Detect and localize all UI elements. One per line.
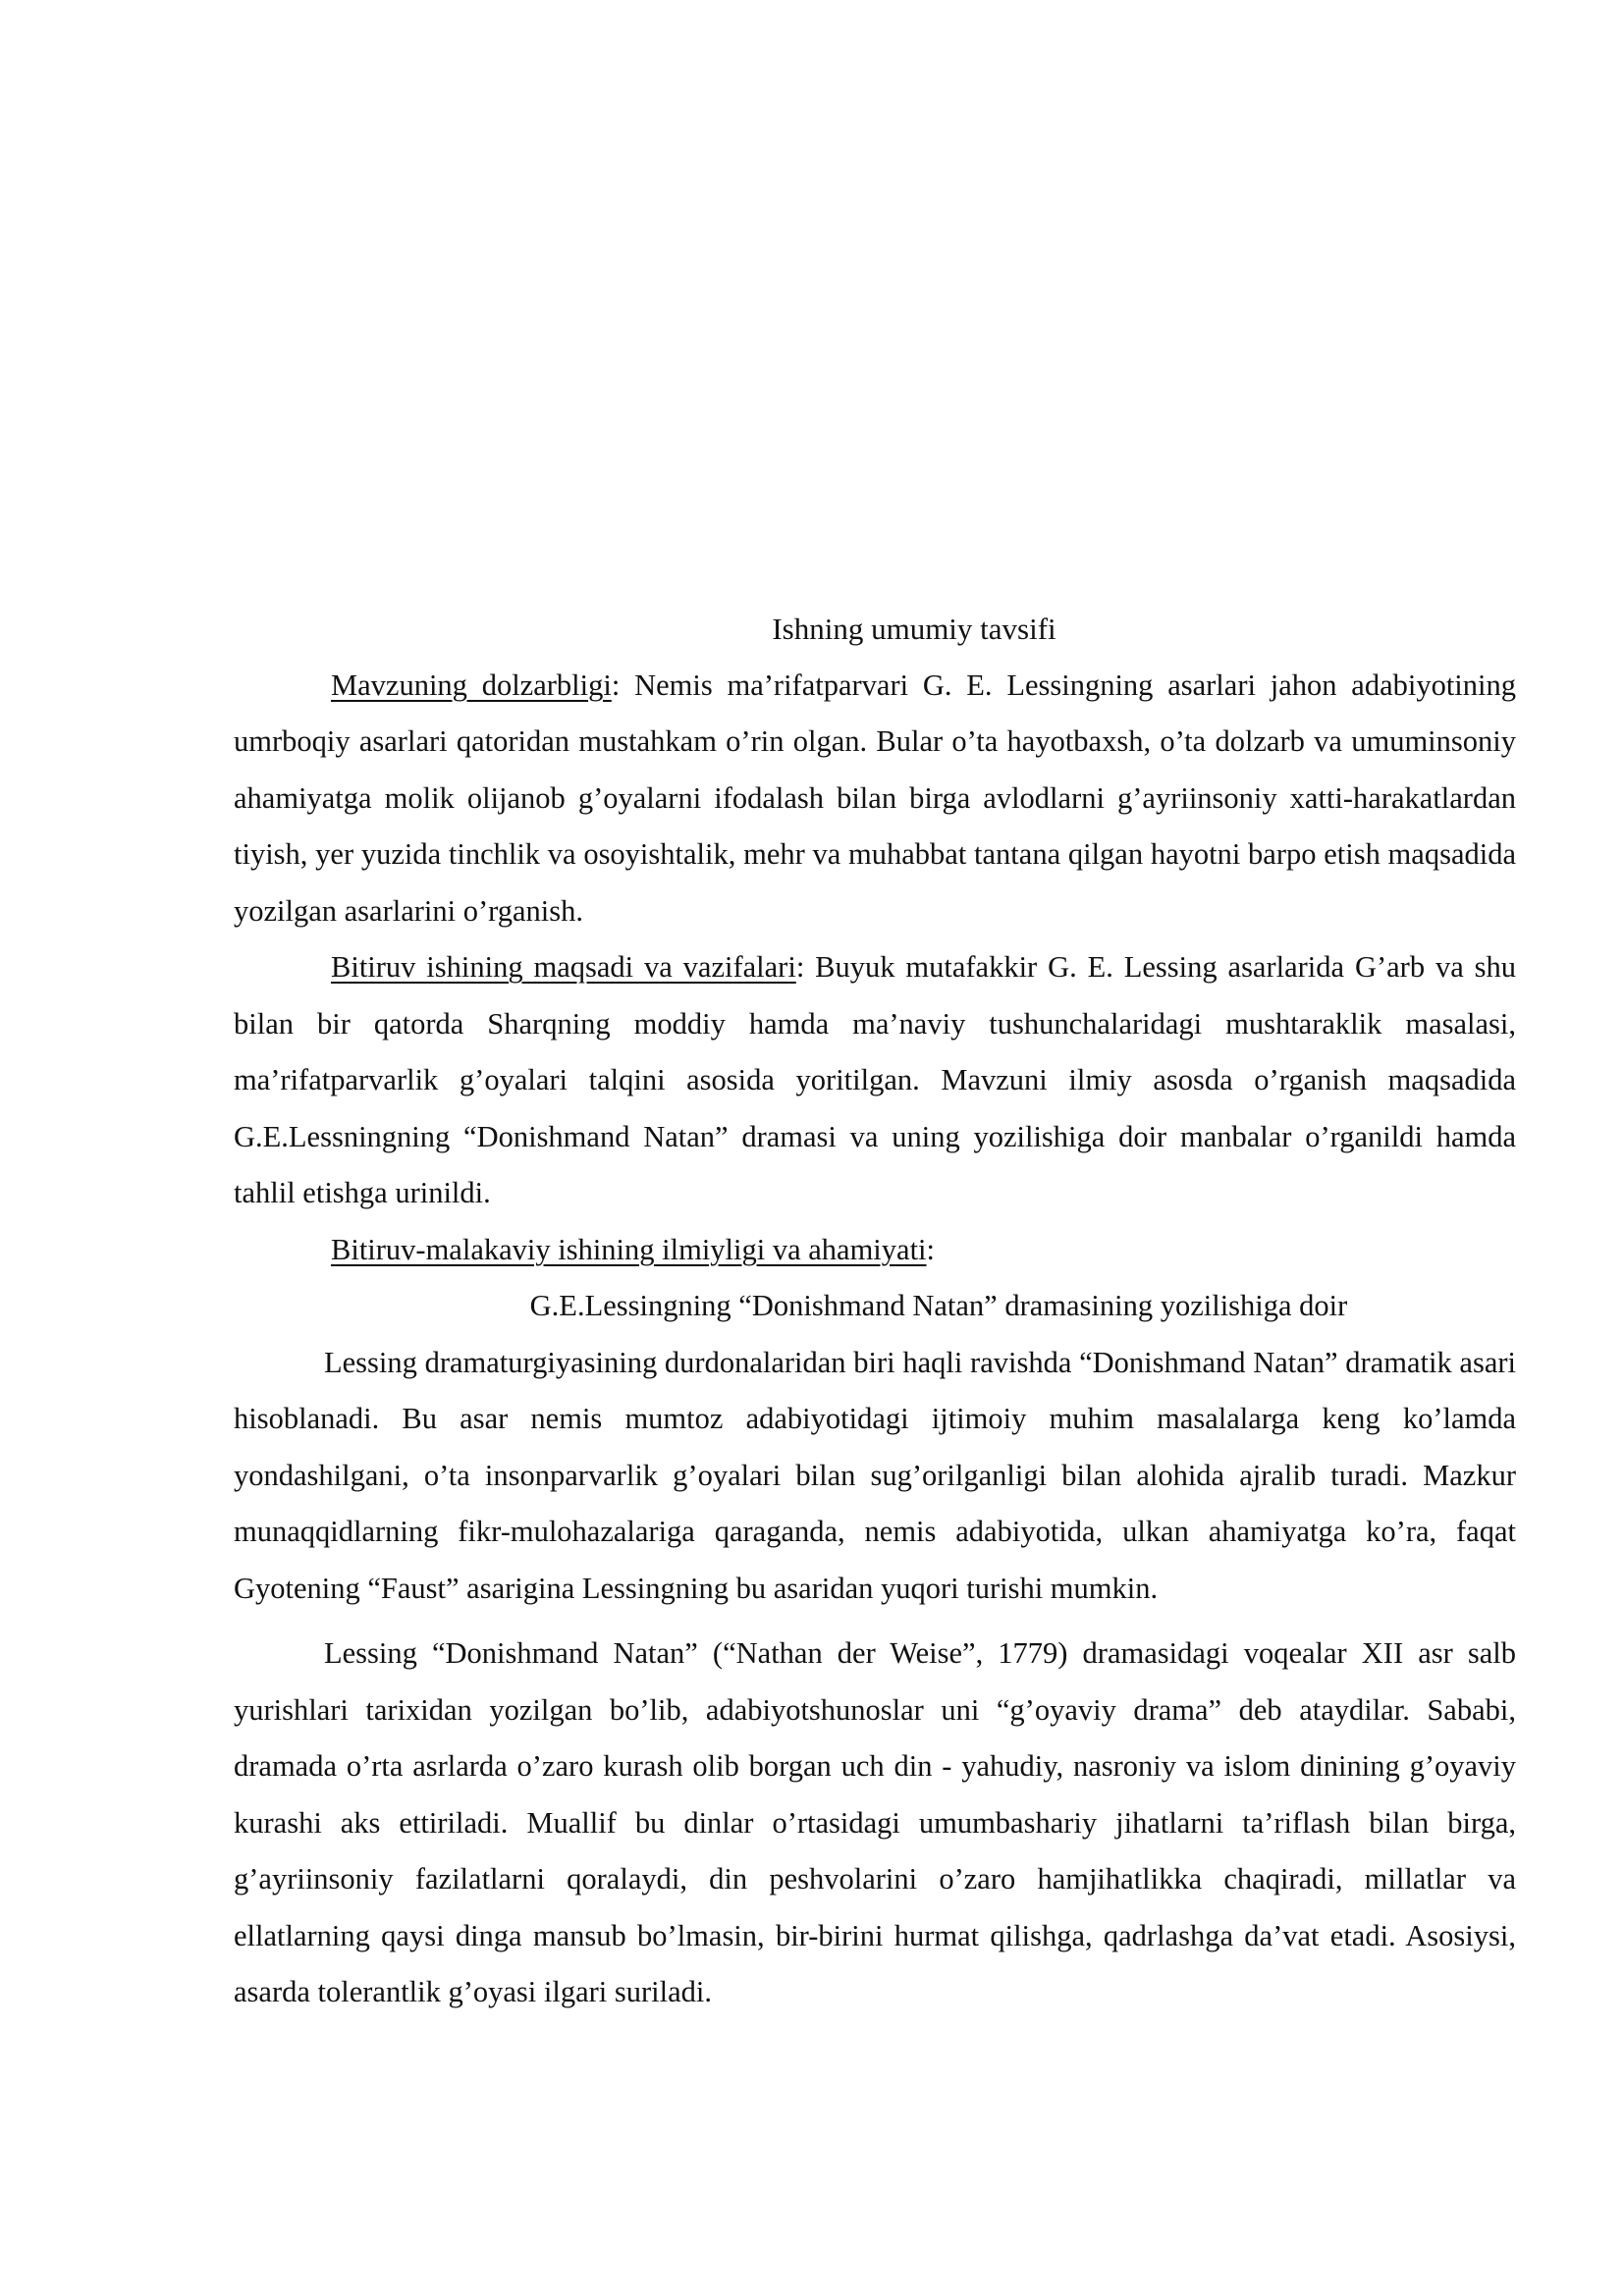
paragraph-relevance <box>234 658 1516 940</box>
significance-line <box>234 1222 1516 1279</box>
body-paragraph-2: Lessing “Donishmand Natan” (“Nathan der Weise”, 1779) dramasidagi voqealar XII asr salb yurishlari tarixidan yozilgan bo’lib, adabiyotshunoslar uni “g’oyaviy drama” deb ataydilar. Sababi, dramada o’rta asrlarda o’zaro kurash olib borgan uch din - yahudiy, nasroniy va islom dinining g’oyaviy kurashi aks ettiriladi. Muallif bu dinlar o’rtasidagi umumbashariy jihatlarni ta’riflash bilan birga, g’ayriinsoniy fazilatlarni qoralaydi, din peshvolarini o’zaro hamjihatlikka chaqiradi, millatlar va ellatlarning qaysi dinga mansub bo’lmasin, bir-birini hurmat qilishga, qadrlashga da’vat etadi. Asosiysi, asarda tolerantlik g’oyasi ilgari suriladi. <box>234 1636 1516 2008</box>
relevance-heading: Mavzuning dolzarbligi <box>331 667 612 702</box>
goals-text: : Buyuk mutafakkir G. E. Lessing asarlarida G’arb va shu bilan bir qatorda Sharqning moddiy hamda ma’naviy tushunchalaridagi mushtaraklik masalasi, ma’rifatparvarlik g’oyalari talqini asosida yoritilgan. Mavzuni ilmiy asosda o’rganish maqsadida G.E.Lessningning “Donishmand Natan” dramasi va uning yozilishiga doir manbalar o’rganildi hamda tahlil etishga urinildi. <box>234 950 1516 1209</box>
paragraph-goals <box>234 939 1516 1222</box>
goals-heading: Bitiruv ishining maqsadi va vazifalari <box>331 950 796 984</box>
significance-heading: Bitiruv-malakaviy ishining ilmiyligi va ahamiyati <box>331 1232 927 1266</box>
body-paragraph-1: Lessing dramaturgiyasining durdonalaridan biri haqli ravishda “Donishmand Natan” dramatik asari hisoblanadi. Bu asar nemis mumtoz adabiyotidagi ijtimoiy muhim masalalarga keng ko’lamda yondashilgani, o’ta insonparvarlik g’oyalari bilan sug’orilganligi bilan alohida ajralib turadi. Mazkur munaqqidlarning fikr-mulohazalariga qaraganda, nemis adabiyotida, ulkan ahamiyatga ko’ra, faqat Gyotening “Faust” asarigina Lessingning bu asaridan yuqori turishi mumkin. <box>234 1345 1516 1605</box>
significance-colon: : <box>926 1232 935 1266</box>
relevance-text: : Nemis ma’rifatparvari G. E. Lessingning asarlari jahon adabiyotining umrboqiy asarlari qatoridan mustahkam o’rin olgan. Bular o’ta hayotbaxsh, o’ta dolzarb va umuminsoniy ahamiyatga molik olijanob g’oyalarni ifodalash bilan birga avlodlarni g’ayriinsoniy xatti-harakatlardan tiyish, yer yuzida tinchlik va osoyishtalik, mehr va muhabbat tantana qilgan hayotni barpo etish maqsadida yozilgan asarlarini o’rganish. <box>234 667 1516 928</box>
document-page <box>234 601 1516 2021</box>
document-title: Ishning umumiy tavsifi <box>772 612 1056 646</box>
section-subtitle: G.E.Lessingning “Donishmand Natan” dramasining yozilishiga doir <box>529 1289 1348 1322</box>
